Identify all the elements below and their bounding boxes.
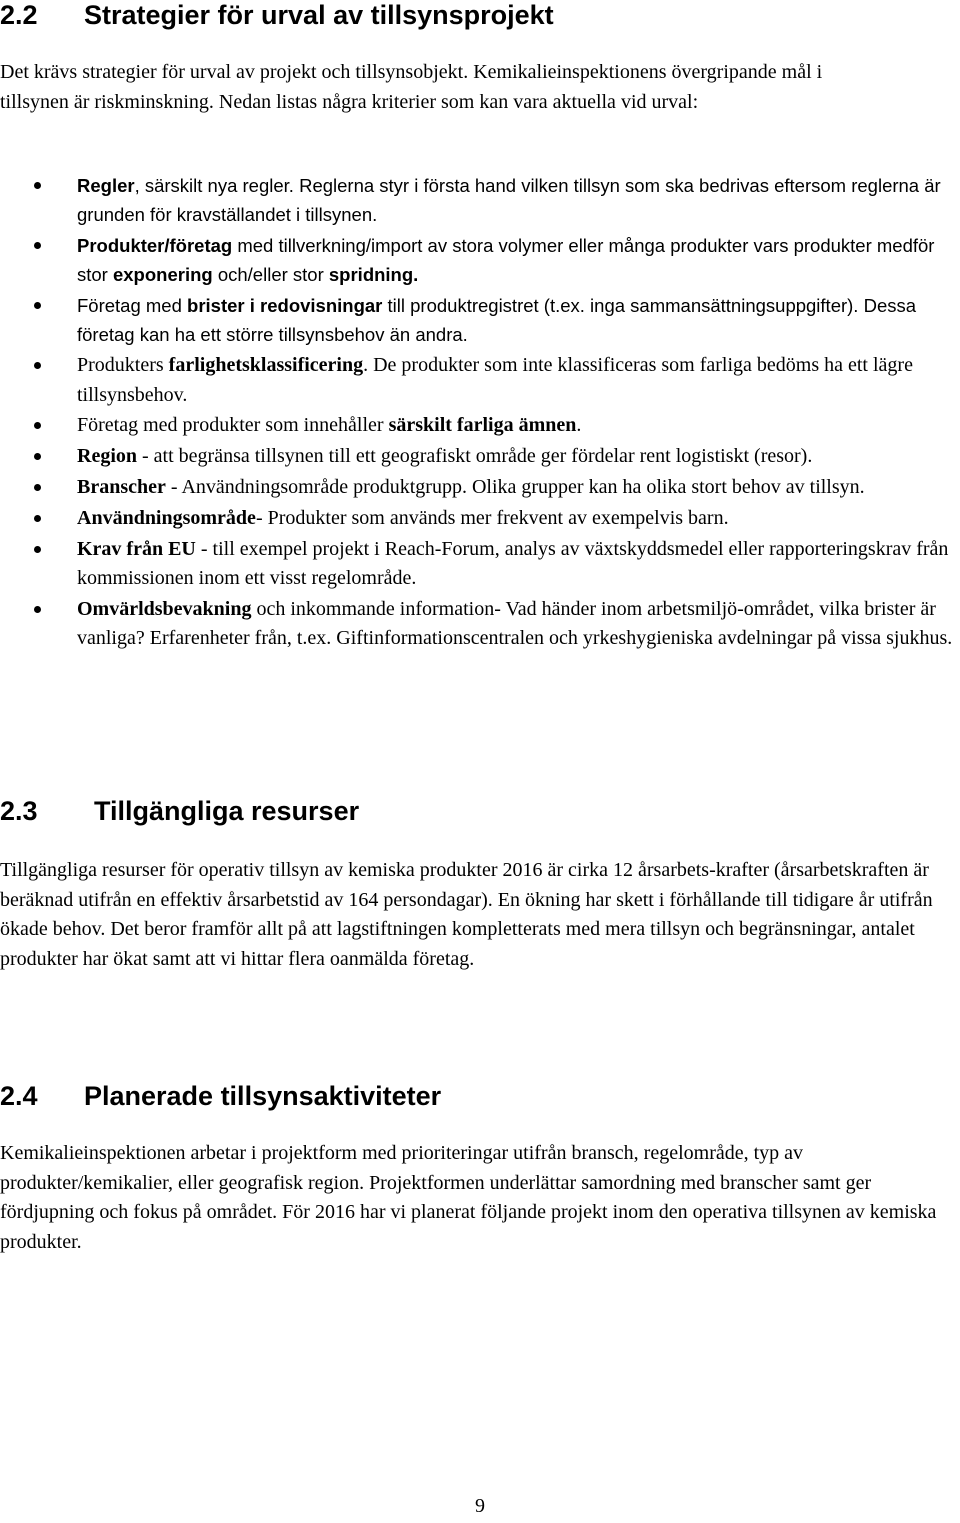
list-text: - Produkter som används mer frekvent av exempelvis barn. [255, 506, 729, 529]
bullet-icon [34, 302, 41, 309]
list-text: Produkters [77, 354, 169, 377]
section-heading-2-3 [0, 796, 359, 826]
criteria-list-item [0, 291, 958, 350]
bullet-icon [34, 362, 41, 369]
section-number: 2.4 [0, 1081, 38, 1111]
criteria-list-item [0, 504, 958, 533]
list-text: - till exempel projekt i Reach-Forum, analys av växtskyddsmedel eller rapporteringskrav från kommissionen inom ett visst regelområde. [77, 537, 949, 589]
bold-term: spridning. [328, 264, 419, 286]
bold-term: särskilt farliga ämnen [388, 414, 577, 437]
section-title: Tillgängliga resurser [94, 796, 360, 826]
list-text: och/eller stor [212, 264, 329, 286]
bold-term: brister i redovisningar [187, 295, 383, 317]
bullet-icon [34, 182, 41, 189]
bullet-icon [34, 515, 41, 522]
planned-activities-paragraph: Kemikalieinspektionen arbetar i projektform med prioriteringar utifrån bransch, regelområde, typ av produkter/kemikalier, eller geografisk region. Projektformen underlättar samordning med branscher samt ger fördjupning och fokus på området. För 2016 har vi planerat följande projekt inom den operativa tillsynen av kemiska produkter. [0, 1142, 937, 1253]
bold-term: Branscher [77, 475, 166, 498]
criteria-list-item [0, 231, 958, 290]
bold-term: Krav från EU [77, 537, 196, 560]
criteria-list-item [0, 442, 958, 471]
bullet-icon [34, 484, 41, 491]
resources-paragraph: Tillgängliga resurser för operativ tillsyn av kemiska produkter 2016 är cirka 12 årsarbets-krafter (årsarbetskraften är beräknad utifrån en effektiv årsarbetstid av 164 persondagar). En ökning har skett i förhållande till tidigare år utifrån ökade behov. Det beror framför allt på att lagstiftningen kompletterats med mera tillsyn och begränsningar, antalet produkter har ökat samt att vi hittar flera oanmälda företag. [0, 859, 933, 970]
list-text: Företag med produkter som innehåller [77, 414, 389, 437]
bold-term: Regler [77, 175, 135, 196]
section-heading-2-4 [0, 1081, 441, 1111]
list-text: och inkommande information- Vad händer inom arbetsmiljö-området, vilka brister är vanliga? Erfarenheter från, t.ex. Giftinformationscentralen och yrkeshygieniska avdelningar på vissa sjukhus. [77, 597, 953, 649]
criteria-list-item [0, 595, 958, 654]
bullet-icon [34, 422, 41, 429]
section-intro-paragraph: Det krävs strategier för urval av projekt och tillsynsobjekt. Kemikalieinspektionens övergripande mål i tillsynen är riskminskning. Nedan listas några kriterier som kan vara aktuella vid urval: [0, 61, 823, 113]
section-number: 2.3 [0, 796, 38, 826]
list-text: till produktregistret (t.ex. inga sammansättningsuppgifter). Dessa företag kan ha ett större tillsynsbehov än andra. [77, 295, 917, 346]
bullet-icon [34, 242, 41, 249]
list-text: med tillverkning/import av stora volymer eller många produkter vars produkter medför stor [77, 235, 935, 286]
list-text: - Användningsområde produktgrupp. Olika grupper kan ha olika stort behov av tillsyn. [165, 475, 865, 498]
bold-term: Omvärldsbevakning [77, 597, 252, 620]
criteria-list-item [0, 171, 958, 230]
list-text: Företag med [77, 295, 188, 317]
list-text: . [576, 414, 582, 437]
bold-term: exponering [112, 264, 213, 286]
criteria-list-item [0, 473, 958, 502]
list-text: - att begränsa tillsynen till ett geografiskt område ger fördelar rent logistiskt (resor). [137, 445, 813, 468]
bold-term: Användningsområde [77, 506, 256, 529]
bullet-icon [34, 546, 41, 553]
section-number: 2.2 [0, 0, 38, 30]
section-title: Strategier för urval av tillsynsprojekt [84, 0, 554, 30]
bold-term: Produkter/företag [77, 235, 233, 257]
criteria-list-item [0, 535, 958, 594]
criteria-bullet-list [0, 171, 958, 655]
page-number: 9 [475, 1495, 485, 1517]
criteria-list-item [0, 351, 958, 410]
bold-term: Region [77, 445, 137, 468]
list-text: . De produkter som inte klassificeras som farliga bedöms ha ett lägre tillsynsbehov. [77, 354, 913, 406]
bold-term: farlighetsklassificering [168, 354, 364, 377]
bullet-icon [34, 453, 41, 460]
section-heading-2-2 [0, 0, 554, 30]
section-title: Planerade tillsynsaktiviteter [84, 1081, 442, 1111]
bullet-icon [34, 606, 41, 613]
list-text: , särskilt nya regler. Reglerna styr i första hand vilken tillsyn som ska bedrivas eftersom reglerna är grunden för kravställandet i tillsynen. [77, 175, 941, 226]
criteria-list-item [0, 411, 958, 440]
